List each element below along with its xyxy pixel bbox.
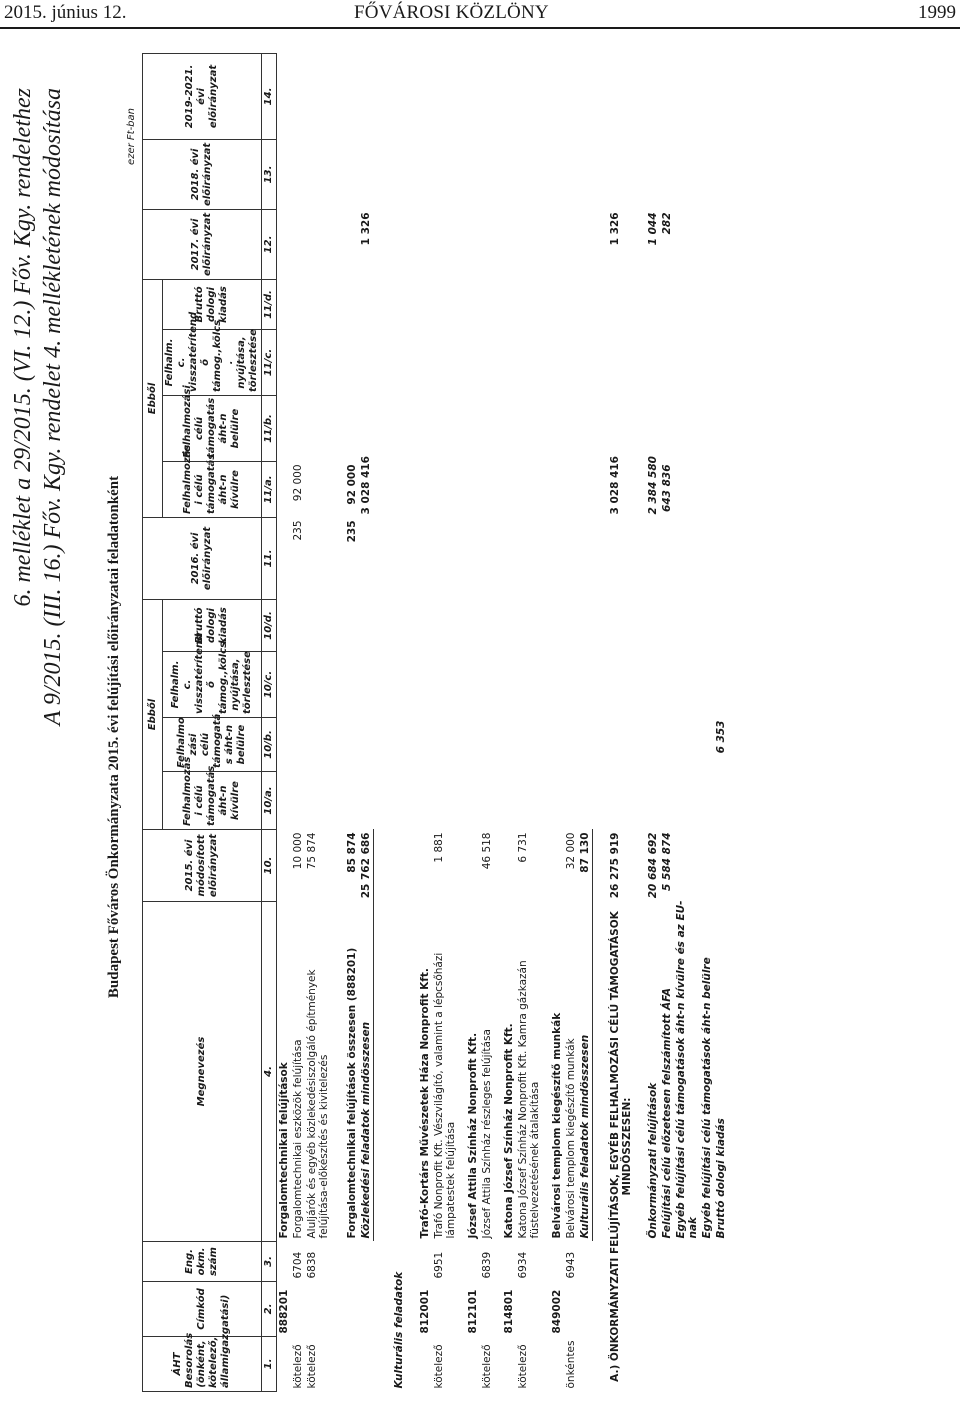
value-2015: 5 584 874 — [661, 832, 673, 891]
col-header-besorolas: ÁHT Besorolás (önként, kötelező, államigazgatási) — [143, 1337, 262, 1392]
table-row — [700, 53, 714, 1391]
colnum-10d: 10/d. — [262, 599, 277, 651]
cimkod: 812101 — [466, 1289, 479, 1334]
annex-heading: 6. melléklet a 29/2015. (VI. 12.) Főv. Kgy. rendelethez — [10, 88, 36, 607]
value-11a: 92 000 — [292, 464, 304, 502]
table-row — [480, 53, 494, 1391]
col-header-10d: Bruttó dologi kiadás — [163, 599, 262, 651]
item-name — [674, 902, 700, 1242]
eng-okm: 6951 — [432, 1251, 445, 1279]
value-2016: 235 — [346, 520, 358, 543]
col-header-eng-okm: Eng. okm. szám — [143, 1242, 262, 1282]
value-2017: 1 326 — [609, 212, 621, 246]
colnum-11d: 11/d. — [262, 279, 277, 329]
col-header-11a: Felhalmozás i célú támogatás áht-n kívülre — [163, 461, 262, 517]
value-2015: 1 881 — [432, 832, 445, 863]
table-row — [418, 53, 432, 1391]
besorolas: önkéntes — [564, 1340, 577, 1389]
colnum-13: 13. — [262, 139, 277, 209]
value-2017: 1 326 — [360, 212, 372, 246]
unit-label: ezer Ft-ban — [126, 108, 137, 165]
col-header-ebbol-2016: Ebből — [143, 279, 163, 517]
table-row — [432, 53, 458, 1391]
table-row — [674, 53, 700, 1391]
eng-okm: 6839 — [480, 1251, 493, 1279]
colnum-11b: 11/b. — [262, 395, 277, 461]
item-name-line2: felújítása-előkészítés és kivitelezés — [318, 1054, 330, 1239]
value-11a: 92 000 — [346, 464, 358, 505]
grand-total-name — [608, 902, 634, 1392]
eng-okm: 6704 — [292, 1251, 304, 1279]
item-name: Bruttó dologi kiadás — [715, 1118, 727, 1239]
page-number: 1999 — [918, 2, 956, 23]
item-name: Önkormányzati felújítások — [647, 1082, 659, 1239]
table-row — [578, 53, 593, 1391]
eng-okm: 6838 — [306, 1251, 318, 1279]
besorolas: kötelező — [480, 1344, 493, 1389]
col-header-2019-2021: 2019-2021. évi előirányzat — [143, 53, 262, 139]
col-header-11d: Bruttó dologi kiadás — [163, 279, 262, 329]
value-2015: 46 518 — [480, 832, 493, 870]
value-11a: 3 028 416 — [360, 456, 372, 515]
table-row — [305, 53, 331, 1391]
col-header-10c: Felhalm. c. visszatérítend ő támog.,kölcs. nyújtása, törlesztése — [163, 652, 262, 718]
colnum-10b: 10/b. — [262, 718, 277, 772]
besorolas: kötelező — [516, 1344, 529, 1389]
item-name: Belvárosi templom kiegészítő munkák — [564, 1038, 577, 1239]
value-2015: 32 000 — [564, 832, 577, 870]
col-header-2015: 2015. évi módosított előirányzat — [143, 830, 262, 902]
item-name-line1: Aluljárók és egyéb közlekedésiszolgáló építmények — [306, 969, 318, 1239]
item-name — [432, 902, 458, 1242]
item-name-line2: füstelvezetésének átalakítása — [528, 1081, 541, 1239]
column-number-row — [262, 53, 277, 1391]
item-name-line2: lámpatestek felújítása — [444, 1121, 457, 1239]
section-title: Kulturális feladatok — [392, 1271, 405, 1389]
col-header-2016: 2016. évi előirányzat — [143, 517, 262, 599]
cimkod: 812001 — [418, 1289, 431, 1334]
besorolas: kötelező — [292, 1344, 304, 1389]
value-2015: 6 731 — [516, 832, 529, 863]
item-name-line1: Egyéb felújítási célú támogatások áht-n kívülre és az EU- — [675, 900, 687, 1239]
item-name: Felújítási célú előzetesen felszámított ÁFA — [661, 987, 673, 1239]
table-row — [291, 53, 305, 1391]
cimkod: 849002 — [550, 1289, 563, 1334]
value-11a: 3 028 416 — [609, 456, 621, 515]
colnum-12: 12. — [262, 209, 277, 279]
cimkod: 888201 — [278, 1289, 290, 1334]
table-row — [345, 53, 359, 1391]
table-row — [660, 53, 674, 1391]
col-header-2018: 2018. évi előirányzat — [143, 139, 262, 209]
item-name — [516, 902, 542, 1242]
table-body — [277, 53, 729, 1391]
value-11a: 643 836 — [661, 464, 673, 512]
group-name: Forgalomtechnikai felújítások — [278, 1062, 290, 1239]
colnum-11a: 11/a. — [262, 461, 277, 517]
rotated-page-body — [0, 58, 960, 1402]
table-header — [143, 53, 277, 1391]
value-2015: 20 684 692 — [647, 832, 659, 899]
item-name — [305, 902, 331, 1242]
besorolas: kötelező — [432, 1344, 445, 1389]
col-header-11c: Felhalm. c. visszatérítend ő támog.,kölcs . nyújtása, törlesztése — [163, 329, 262, 395]
cimkod: 814801 — [502, 1289, 515, 1334]
table-row — [277, 53, 292, 1391]
col-header-ebbol-2015: Ebből — [143, 599, 163, 829]
item-name-line2: nak — [687, 1216, 699, 1239]
colnum-11: 11. — [262, 517, 277, 599]
table-row — [516, 53, 542, 1391]
value-2015: 10 000 — [292, 832, 304, 870]
value-11a: 2 384 580 — [647, 456, 659, 515]
besorolas: kötelező — [306, 1344, 318, 1389]
colnum-10a: 10/a. — [262, 772, 277, 830]
table-title: Budapest Főváros Önkormányzata 2015. évi felújítási előirányzatai feladatonként — [106, 475, 122, 999]
value-10b: 6 353 — [715, 720, 727, 754]
value-2015: 75 874 — [306, 832, 318, 870]
table-row — [608, 53, 634, 1391]
col-header-cimkod: Címkód — [143, 1282, 262, 1337]
value-2017: 282 — [661, 212, 673, 235]
colnum-3: 3. — [262, 1242, 277, 1282]
subtotal-name: Forgalomtechnikai felújítások összesen (888201) — [346, 947, 358, 1239]
value-2017: 1 044 — [647, 212, 659, 246]
eng-okm: 6934 — [516, 1251, 529, 1279]
total-name: Kulturális feladatok mindösszesen — [578, 902, 593, 1242]
item-name-line1: Trafó Nonprofit Kft. Vészvilágító, valamint a lépcsőházi — [432, 952, 445, 1239]
colnum-10: 10. — [262, 830, 277, 902]
header-rule — [0, 27, 960, 29]
table-row — [564, 53, 578, 1391]
colnum-2: 2. — [262, 1282, 277, 1337]
col-header-10b: Felhalmo zási célú támogatá s áht-n belülre — [163, 718, 262, 772]
table-row — [466, 53, 480, 1391]
value-2015: 26 275 919 — [609, 832, 621, 899]
grand-total-line2: MINDÖSSZESEN: — [621, 1097, 633, 1196]
col-header-megnevezes: Megnevezés — [143, 902, 262, 1242]
appropriations-table — [142, 53, 728, 1392]
item-name-line1: Katona József Színház Nonprofit Kft. Kamra gázkazán — [516, 960, 529, 1239]
item-name: József Attila Színház részleges felújítása — [480, 1029, 493, 1239]
item-name: Forgalomtechnikai eszközök felújítása — [292, 1039, 304, 1239]
colnum-14: 14. — [262, 53, 277, 139]
eng-okm: 6943 — [564, 1251, 577, 1279]
group-name: Belvárosi templom kiegészítő munkák — [550, 1012, 563, 1239]
col-header-2017: 2017. évi előirányzat — [143, 209, 262, 279]
item-name: Egyéb felújítási célú támogatások áht-n belülre — [701, 957, 713, 1239]
value-2015: 87 130 — [578, 830, 593, 902]
value-2015: 85 874 — [346, 832, 358, 873]
total-name: Közlekedési feladatok mindösszesen — [359, 902, 374, 1242]
publication-date: 2015. június 12. — [4, 2, 127, 23]
group-name: József Attila Színház Nonprofit Kft. — [466, 1032, 479, 1239]
value-2015: 25 762 686 — [359, 830, 374, 902]
group-name: Katona József Színház Nonprofit Kft. — [502, 1023, 515, 1239]
table-row — [502, 53, 516, 1391]
publication-title: FŐVÁROSI KÖZLÖNY — [354, 2, 549, 23]
table-row — [550, 53, 564, 1391]
table-row — [714, 53, 728, 1391]
col-header-10a: Felhalmozás i célú támogatás áht-n kívülre — [163, 772, 262, 830]
annex-subheading: A 9/2015. (III. 16.) Főv. Kgy. rendelet 4. mellékletének módosítása — [40, 88, 66, 726]
grand-total-line1: A.) ÖNKORMÁNYZATI FELÚJÍTÁSOK, EGYÉB FELHALMOZÁSI CÉLÚ TÁMOGATÁSOK — [609, 911, 621, 1382]
value-2016: 235 — [292, 520, 304, 541]
table-row — [392, 53, 406, 1391]
group-name: Trafó-Kortárs Művészetek Háza Nonprofit Kft. — [418, 968, 431, 1239]
table-row — [646, 53, 660, 1391]
table-row — [359, 53, 374, 1391]
colnum-11c: 11/c. — [262, 329, 277, 395]
colnum-4: 4. — [262, 902, 277, 1242]
colnum-10c: 10/c. — [262, 652, 277, 718]
col-header-11b: Felhalmozási célú támogatás áht-n belülre — [163, 395, 262, 461]
colnum-1: 1. — [262, 1337, 277, 1392]
